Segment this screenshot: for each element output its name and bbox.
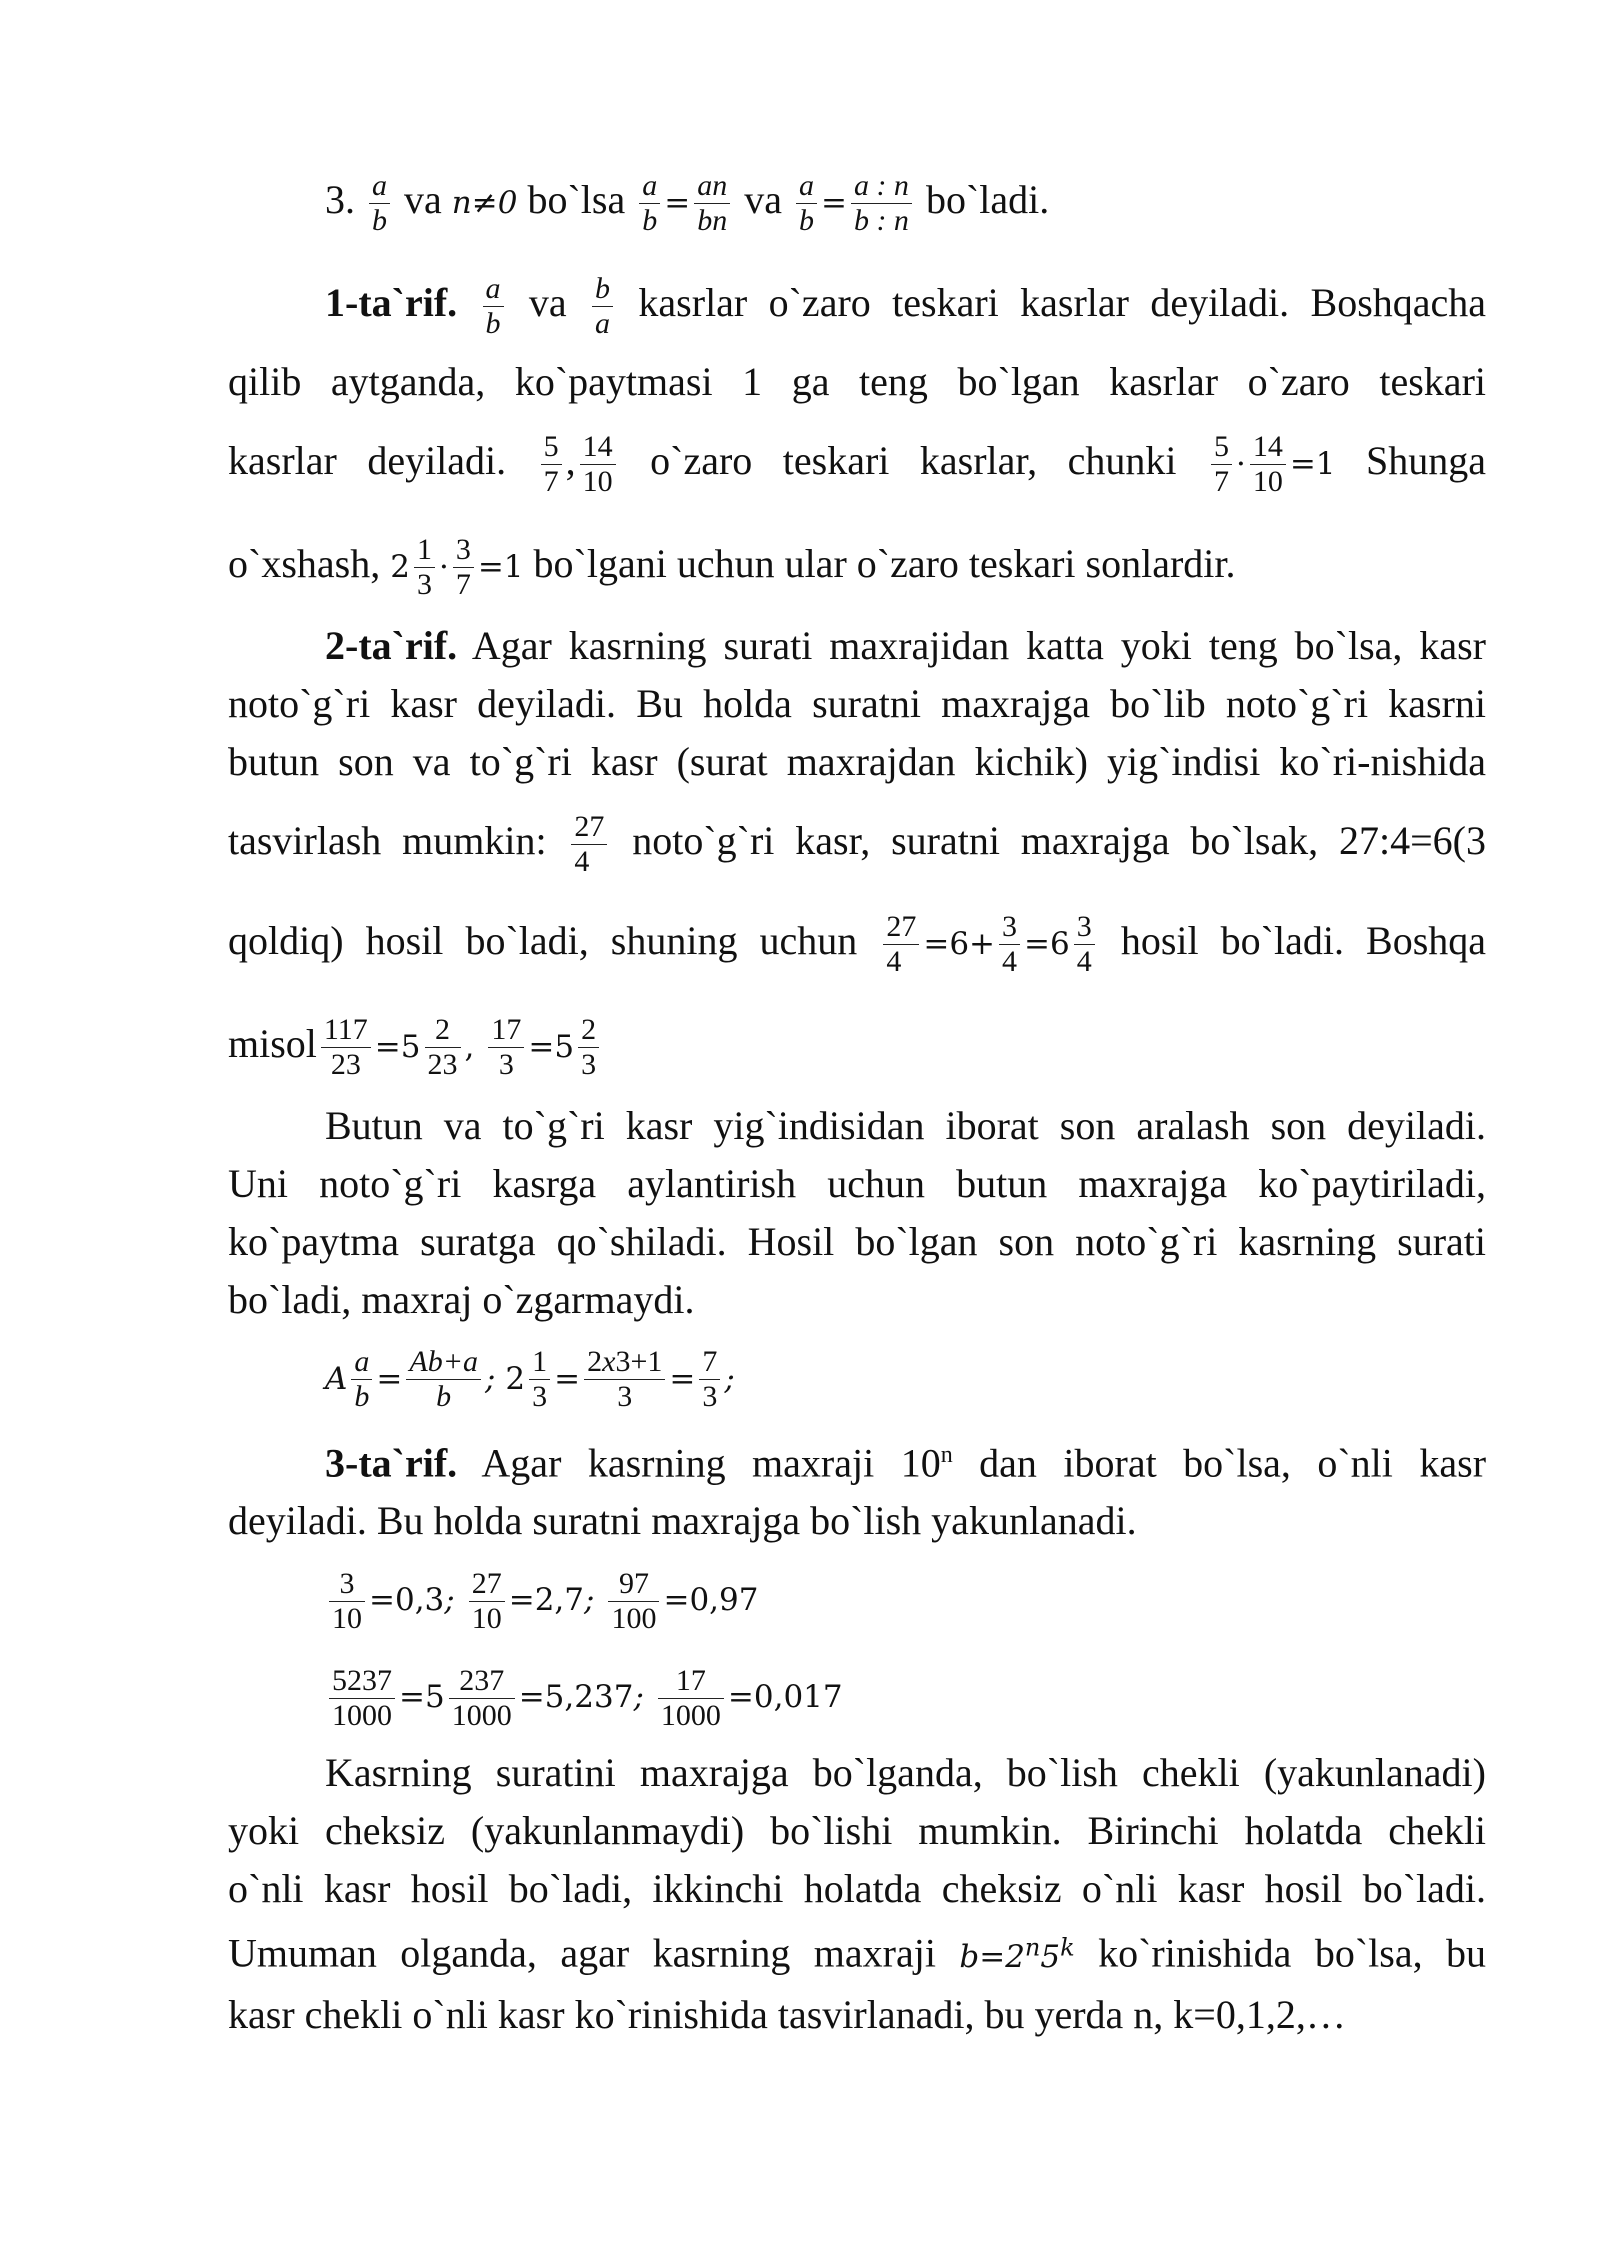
text-segment: bo`lgani uchun ular o`zaro teskari sonlardir. (533, 541, 1236, 586)
definition-2-line-3: butun son va to`g`ri kasr (surat maxrajdan kichik) yig`indisi ko`ri-nishida (228, 739, 1486, 784)
text-segment: kasrlar deyiladi. (228, 438, 507, 483)
definition-2-line-5 (228, 891, 1486, 994)
formula-examples: $\frac{117}{23}$ =5 $\frac{2}{23}$ , $\frac{17}{3}$ =5 $\frac{2}{3}$ (317, 1021, 603, 1066)
definition-2-line-6 (228, 994, 1486, 1097)
rule-3-line: 3. $\frac{a}{b}$ va n≠0 bo`lsa $\frac{a}{b}$ = $\frac{an}{bn}$ va $\frac{a}{b}$ = $\frac{a : n}{b : n}$ bo`ladi. (325, 169, 1050, 238)
text-segment: noto`g`ri kasr, suratni maxrajga bo`lsak, 27:4=6(3 (632, 818, 1486, 863)
fraction-an-over-bn: $\frac{an}{bn}$ (694, 169, 730, 238)
page-content (228, 150, 1486, 2044)
formula-27-4-mixed: $\frac{27}{4}$ =6+ $\frac{3}{4}$ =6 $\frac{3}{4}$ (879, 918, 1098, 963)
text-segment: o`xshash, (228, 541, 381, 586)
definition-1-line-3: kasrlar deyiladi. $\frac{5}{7}$ , $\frac{14}{10}$ o`zaro teskari kasrlar, chunki $\frac{5}{7}$ · $\frac{14}{10}$ =1 Shunga (228, 430, 1486, 499)
mixed-number-line-1: Butun va to`g`ri kasr yig`indisidan iborat son aralash son deyiladi. (325, 1103, 1486, 1148)
formula-mixed-to-improper: A $\frac{a}{b}$ = $\frac{Ab+a}{b}$ ; 2 $\frac{1}{3}$ = $\frac{2x3+1}{3}$ = $\frac{7}{3}$ ; (325, 1345, 735, 1414)
definition-3-label: 3-ta`rif. (325, 1440, 458, 1486)
definition-1-line-2: qilib aytganda, ko`paytmasi 1 ga teng bo`lgan kasrlar o`zaro teskari (228, 359, 1486, 404)
final-paragraph-line-3: o`nli kasr hosil bo`ladi, ikkinchi holatda cheksiz o`nli kasr hosil bo`ladi. (228, 1866, 1486, 1912)
word-va: va (404, 177, 442, 222)
text-segment: hosil bo`ladi. Boshqa (1120, 918, 1487, 963)
fraction-27-4: $\frac{27}{4}$ (571, 810, 607, 879)
fraction-b-over-a: $\frac{b}{a}$ (592, 272, 613, 341)
definition-1-text: kasrlar o`zaro teskari kasrlar deyiladi. Boshqacha (638, 280, 1487, 325)
definition-1-line-1 (228, 253, 1486, 353)
superscript-n: n (940, 1442, 953, 1468)
fraction-a-over-b: $\frac{a}{b}$ (483, 272, 504, 341)
text-segment: misol (228, 1021, 317, 1066)
condition-n-nonzero: n≠0 (451, 185, 518, 221)
formula-mixed-product: 2 $\frac{1}{3}$ · $\frac{3}{7}$ =1 (390, 533, 524, 602)
fraction-14-10: $\frac{14}{10}$ (580, 430, 616, 499)
word-va: va (744, 177, 782, 222)
definition-2-line-4 (228, 791, 1486, 891)
word-boladi: bo`ladi. (925, 177, 1050, 222)
definition-3-line-2: deyiladi. Bu holda suratni maxrajga bo`lish yakunlanadi. (228, 1498, 1137, 1544)
final-paragraph-line-5: kasr chekli o`nli kasr ko`rinishida tasvirlanadi, bu yerda n, k=0,1,2,… (228, 1991, 1346, 2037)
definition-2-line-1 (228, 617, 1486, 675)
final-paragraph-line-1: Kasrning suratini maxrajga bo`lganda, bo`lish chekli (yakunlanadi) (325, 1750, 1486, 1796)
mixed-number-line-4: bo`ladi, maxraj o`zgarmaydi. (228, 1277, 695, 1322)
text-segment: tasvirlash mumkin: (228, 818, 547, 863)
formula-decimals-1: $\frac{3}{10}$ =0,3; $\frac{27}{10}$ =2,7; $\frac{97}{100}$ =0,97 (228, 1550, 1486, 1647)
text-segment: dan iborat bo`lsa, o`nli kasr (979, 1440, 1487, 1486)
rule-number: 3. (325, 177, 355, 222)
definition-2-label: 2-ta`rif. (325, 623, 458, 668)
fraction-a-over-b: $\frac{a}{b}$ (369, 169, 390, 238)
formula-b-power: $b=2^n5^k$ (959, 1933, 1075, 1975)
mixed-number-line-2: Uni noto`g`ri kasrga aylantirish uchun butun maxrajga ko`paytiriladi, (228, 1161, 1486, 1206)
word-bolsa: bo`lsa (527, 177, 626, 222)
word-va: va (528, 280, 567, 325)
final-paragraph-line-2: yoki cheksiz (yakunlanmaydi) bo`lishi mumkin. Birinchi holatda chekli (228, 1808, 1486, 1854)
definition-1-line-4 (228, 514, 1486, 617)
formula-decimals-2: $\frac{5237}{1000}$ =5 $\frac{237}{1000}$ =5,237; $\frac{17}{1000}$ =0,017 (228, 1647, 1486, 1744)
definition-2-text: Agar kasrning surati maxrajidan katta yoki teng bo`lsa, kasr (471, 623, 1486, 668)
definition-3-line-1 (228, 1426, 1486, 1492)
text-segment: qoldiq) hosil bo`ladi, shuning uchun (228, 918, 858, 963)
final-paragraph-line-4 (228, 1918, 1486, 1985)
text-segment: o`zaro teskari kasrlar, chunki (650, 438, 1177, 483)
fraction-a-div-n-over-b-div-n: $\frac{a : n}{b : n}$ (851, 169, 912, 238)
fraction-a-over-b: $\frac{a}{b}$ (796, 169, 817, 238)
definition-1-label: 1-ta`rif. (325, 280, 458, 325)
definition-2-line-2: noto`g`ri kasr deyiladi. Bu holda suratni maxrajga bo`lib noto`g`ri kasrni (228, 681, 1486, 726)
fraction-a-over-b: $\frac{a}{b}$ (639, 169, 660, 238)
fraction-5-7: $\frac{5}{7}$ (541, 430, 562, 499)
formula-product-equals-1: $\frac{5}{7}$ · $\frac{14}{10}$ =1 (1207, 438, 1336, 483)
text-segment: ko`rinishida bo`lsa, bu (1098, 1930, 1487, 1976)
text-segment: Shunga (1366, 438, 1486, 483)
text-segment: Umuman olganda, agar kasrning maxraji (228, 1930, 936, 1976)
mixed-number-line-3: ko`paytma suratga qo`shiladi. Hosil bo`lgan son noto`g`ri kasrning surati (228, 1219, 1486, 1264)
text-segment: Agar kasrning maxraji 10 (481, 1440, 941, 1486)
